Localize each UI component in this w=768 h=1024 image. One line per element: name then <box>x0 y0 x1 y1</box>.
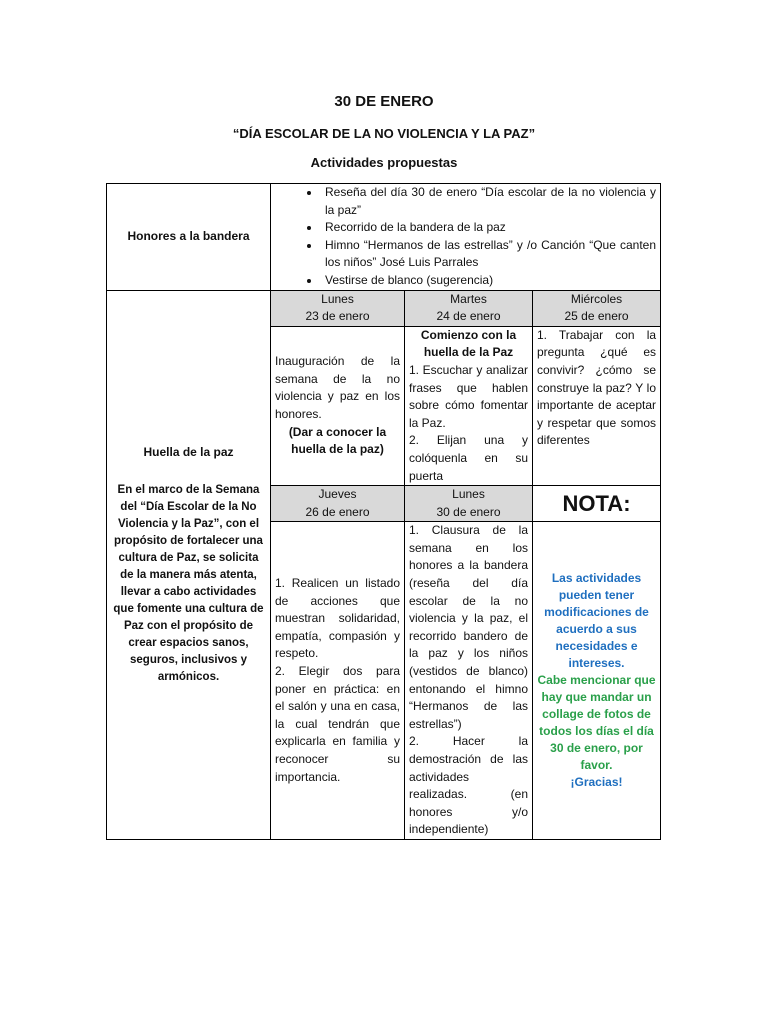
activity-heading: Comienzo con la huella de la Paz <box>420 327 517 360</box>
day-header-jueves-26 <box>271 486 405 522</box>
honores-list-cell <box>271 184 661 291</box>
day-name: Martes <box>450 291 487 306</box>
nota-cell <box>533 522 661 840</box>
day-name: Jueves <box>318 487 357 502</box>
huella-title: Huella de la paz <box>143 444 234 459</box>
lunes-30-activity <box>405 522 533 840</box>
martes-24-activity <box>405 326 533 485</box>
days-header-row-1 <box>107 290 661 326</box>
jueves-26-activity <box>271 522 405 840</box>
nota-heading: NOTA: <box>533 486 661 522</box>
activity-text: 1. Realicen un listado de acciones que muestran solidaridad, empatía, compasión y respeto. <box>275 576 400 661</box>
nota-blue-text: Las actividades pueden tener modificaciones de acuerdo a sus necesidades e intereses. <box>544 571 649 671</box>
day-header-lunes-23 <box>271 290 405 326</box>
day-header-miercoles-25 <box>533 290 661 326</box>
day-date: 30 de enero <box>436 504 501 519</box>
day-date: 26 de enero <box>305 504 370 519</box>
day-name: Lunes <box>321 291 354 306</box>
huella-cell <box>107 290 271 839</box>
activity-text: 1. Clausura de la semana en los honores a la bandera (reseña del día escolar de la no violencia y la paz, el recorrido bandero de la paz y los niños (vestidos de blanco) entonando el himno “Hermanos de las estrellas”) <box>409 523 528 731</box>
list-item: • Reseña del día 30 de enero “Día escolar de la no violencia y la paz” <box>321 184 656 219</box>
activity-text: 1. Trabajar con la pregunta ¿qué es convivir? ¿cómo se construye la paz? Y lo importante de aceptar y respetar que somos diferentes <box>537 327 657 448</box>
activities-table <box>106 183 661 840</box>
list-item: • Himno “Hermanos de las estrellas” y /o Canción “Que canten los niños” José Luis Parrales <box>321 237 656 272</box>
list-item: • Vestirse de blanco (sugerencia) <box>321 272 656 290</box>
honores-row <box>107 184 661 291</box>
day-name: Miércoles <box>570 291 623 306</box>
day-date: 25 de enero <box>564 309 629 324</box>
nota-thanks: ¡Gracias! <box>570 775 623 790</box>
day-name: Lunes <box>452 487 485 502</box>
miercoles-25-activity <box>533 326 661 485</box>
page-subtitle: “DÍA ESCOLAR DE LA NO VIOLENCIA Y LA PAZ” <box>232 126 536 141</box>
section-heading: Actividades propuestas <box>310 155 458 170</box>
day-header-martes-24 <box>405 290 533 326</box>
activity-text: Inauguración de la semana de la no violencia y paz en los honores. <box>275 354 400 421</box>
honores-label: Honores a la bandera <box>107 184 271 291</box>
day-header-lunes-30 <box>405 486 533 522</box>
activity-bold-text: (Dar a conocer la huella de la paz) <box>288 424 387 457</box>
activity-text: 2. Hacer la demostración de las actividades realizadas. (en honores y/o independiente) <box>409 734 528 837</box>
list-item: • Recorrido de la bandera de la paz <box>321 219 656 237</box>
day-date: 24 de enero <box>436 309 501 324</box>
activity-text: 2. Elegir dos para poner en práctica: en el salón y una en casa, la cual tendrán que explicarla en familia y reconocer su importancia. <box>275 664 400 784</box>
activity-text: 2. Elijan una y colóquenla en su puerta <box>409 433 528 483</box>
day-date: 23 de enero <box>305 309 370 324</box>
page-title: 30 DE ENERO <box>334 93 434 110</box>
nota-green-text: Cabe mencionar que hay que mandar un collage de fotos de todos los días el día 30 de enero, por favor. <box>537 673 656 773</box>
honores-list <box>275 184 656 290</box>
activity-text: 1. Escuchar y analizar frases que hablen sobre cómo fomentar la Paz. <box>409 362 528 430</box>
lunes-23-activity <box>271 326 405 485</box>
huella-description: En el marco de la Semana del “Día Escolar de la No Violencia y la Paz”, con el propósito de fortalecer una cultura de Paz, se solicita de la manera más atenta, llevar a cabo actividades que fomente una cultura de Paz con el propósito de crear espacios sanos, seguros, inclusivos y armónicos. <box>113 483 264 683</box>
